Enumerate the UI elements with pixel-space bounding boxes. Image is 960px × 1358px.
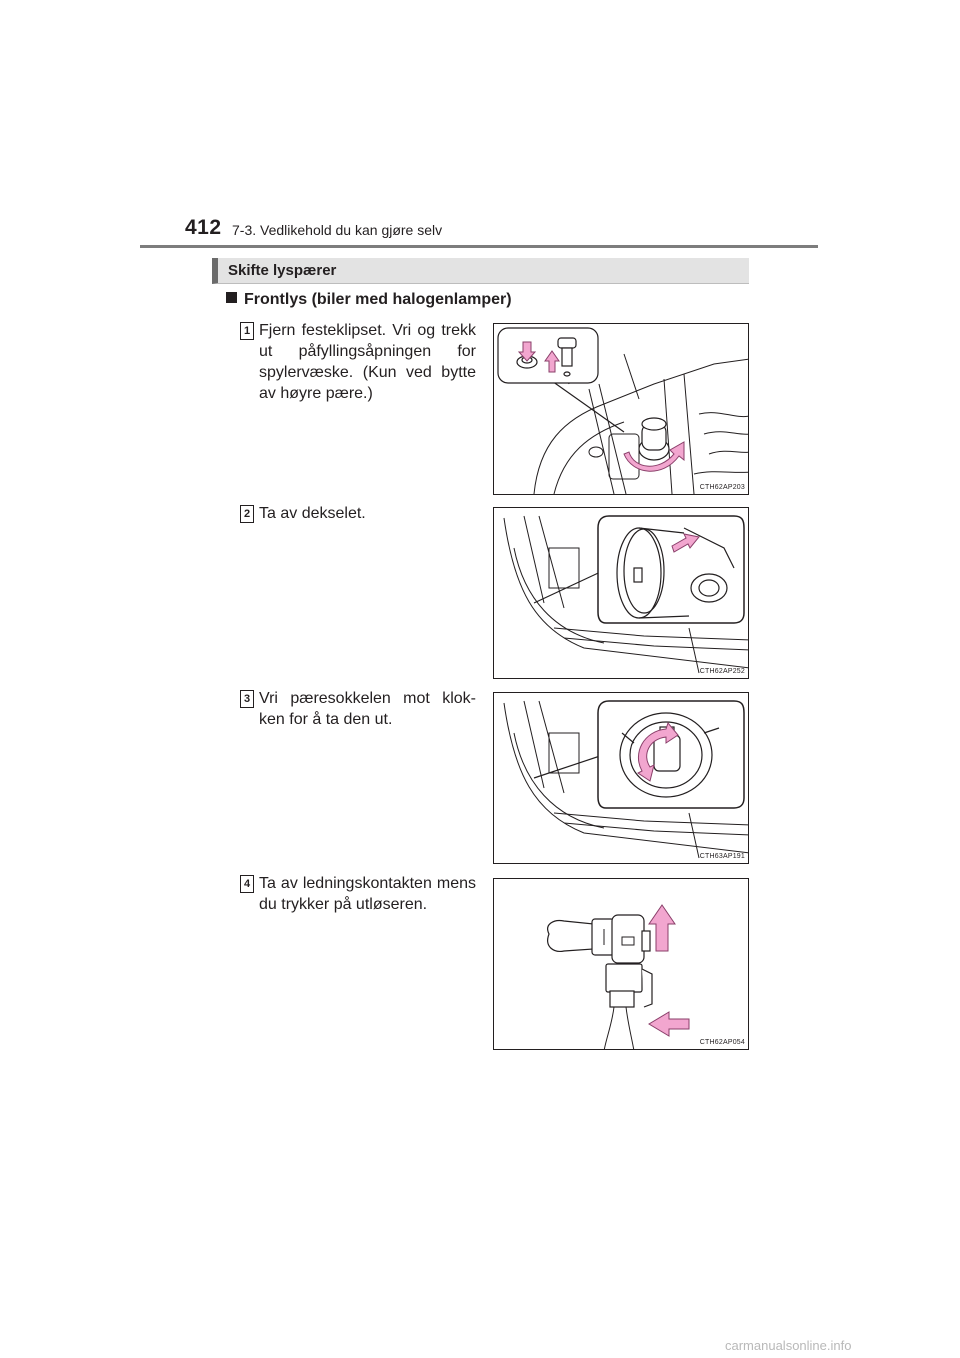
watermark: carmanualsonline.info [725,1338,852,1353]
header-rule [140,245,818,248]
figure-step-2 [493,507,749,679]
figure-code: CTH63AP191 [699,853,745,860]
figure-step-3 [493,692,749,864]
step-number-3: 3 [240,690,254,708]
step-number-1: 1 [240,322,254,340]
step-text-2: Ta av dekselet. [259,505,366,522]
step-number-4: 4 [240,875,254,893]
step-text-4: Ta av ledningskontakten mens du trykker på utløseren. [259,875,476,913]
figure-code: CTH62AP203 [699,484,745,491]
figure-step-4 [493,878,749,1050]
headlamp-cover-illustration [494,508,749,679]
figure-code: CTH62AP054 [699,1039,745,1046]
section-path: 7-3. Vedlikehold du kan gjøre selv [232,222,443,238]
square-bullet-icon [226,292,237,303]
section-bar [212,258,749,284]
step-text-3: Vri pæresokkelen mot klok-ken for å ta den ut. [259,690,476,728]
bulb-socket-rotate-illustration [494,693,749,864]
section-title: Skifte lyspærer [228,262,337,279]
figure-step-1 [493,323,749,495]
halogen-bulb-connector-illustration [494,879,749,1050]
page-number: 412 [185,216,222,239]
figure-code: CTH62AP252 [699,668,745,675]
step-text-1: Fjern festeklipset. Vri og trekk ut påfyllingsåpningen for spylervæske. (Kun ved bytte av høyre pære.) [259,322,476,402]
subsection-title: Frontlys (biler med halogenlamper) [244,291,512,308]
subsection-heading [226,291,512,309]
step-number-2: 2 [240,505,254,523]
engine-bay-washer-filler-illustration [494,324,749,495]
